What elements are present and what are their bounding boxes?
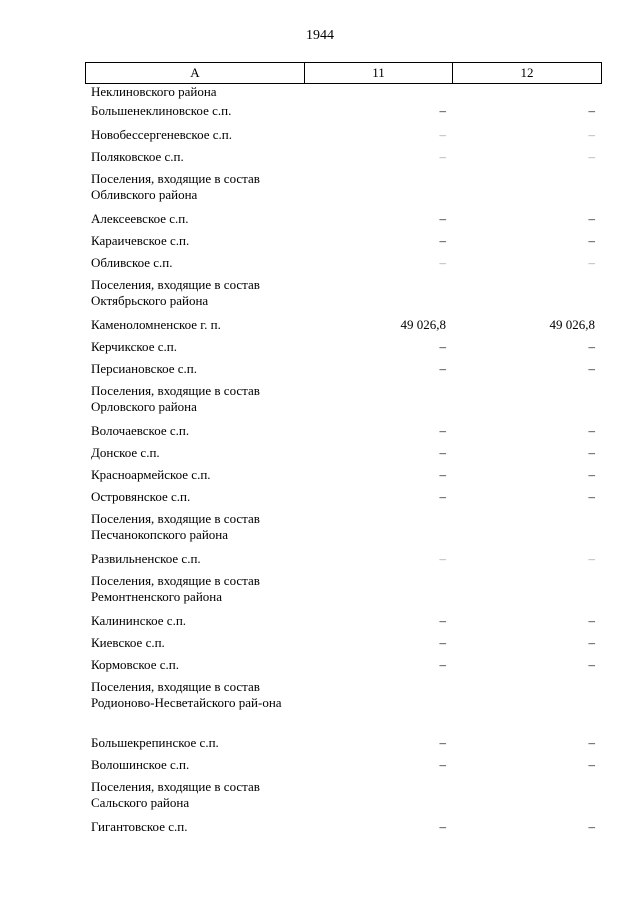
table-row bbox=[85, 336, 601, 358]
row-value-12: – bbox=[588, 233, 595, 248]
table-row bbox=[85, 420, 601, 442]
table-row bbox=[85, 84, 601, 100]
row-name: Поселения, входящие в состав Родионово-Несветайского рай-она bbox=[91, 679, 282, 710]
row-name: Гигантовское с.п. bbox=[91, 819, 188, 834]
row-value-11: – bbox=[439, 233, 446, 248]
row-name: Донское с.п. bbox=[91, 445, 160, 460]
row-value-12 bbox=[452, 776, 601, 779]
row-name: Развильненское с.п. bbox=[91, 551, 201, 566]
row-value-11: – bbox=[439, 735, 446, 750]
row-value-12: – bbox=[588, 757, 595, 772]
row-value-11: 49 026,8 bbox=[400, 317, 446, 332]
row-value-11: – bbox=[439, 551, 446, 566]
table-row bbox=[85, 754, 601, 776]
row-value-12 bbox=[452, 168, 601, 171]
row-name: Неклиновского района bbox=[91, 84, 217, 99]
row-value-11: – bbox=[439, 423, 446, 438]
row-value-12: 49 026,8 bbox=[549, 317, 595, 332]
row-value-11: – bbox=[439, 149, 446, 164]
row-value-12: – bbox=[588, 361, 595, 376]
row-name: Алексеевское с.п. bbox=[91, 211, 189, 226]
row-value-11 bbox=[304, 380, 452, 383]
table-row bbox=[85, 548, 601, 570]
table-row bbox=[85, 230, 601, 252]
row-value-12: – bbox=[588, 613, 595, 628]
row-value-12 bbox=[452, 274, 601, 277]
row-value-11: – bbox=[439, 361, 446, 376]
row-value-11 bbox=[304, 84, 452, 87]
row-value-12 bbox=[452, 508, 601, 511]
row-value-12: – bbox=[588, 635, 595, 650]
row-name: Каменоломненское г. п. bbox=[91, 317, 221, 332]
table-row bbox=[85, 274, 601, 314]
row-value-11: – bbox=[439, 467, 446, 482]
row-name: Керчикское с.п. bbox=[91, 339, 177, 354]
table-row bbox=[85, 632, 601, 654]
row-name: Поселения, входящие в состав Обливского района bbox=[91, 171, 260, 202]
row-value-12 bbox=[452, 570, 601, 573]
row-value-11 bbox=[304, 676, 452, 679]
row-name: Поселения, входящие в состав Октябрьского района bbox=[91, 277, 260, 308]
table-header bbox=[85, 62, 602, 84]
row-value-11 bbox=[304, 508, 452, 511]
table-row bbox=[85, 464, 601, 486]
row-value-12: – bbox=[588, 445, 595, 460]
row-name: Поселения, входящие в состав Орловского района bbox=[91, 383, 260, 414]
row-value-11: – bbox=[439, 657, 446, 672]
table-row bbox=[85, 816, 601, 838]
table-row bbox=[85, 314, 601, 336]
row-name: Киевское с.п. bbox=[91, 635, 165, 650]
table-row bbox=[85, 168, 601, 208]
table-row bbox=[85, 610, 601, 632]
row-value-12: – bbox=[588, 423, 595, 438]
row-value-11: – bbox=[439, 339, 446, 354]
row-name: Островянское с.п. bbox=[91, 489, 191, 504]
row-name: Кормовское с.п. bbox=[91, 657, 179, 672]
table-row bbox=[85, 380, 601, 420]
table-row bbox=[85, 486, 601, 508]
table-row bbox=[85, 732, 601, 754]
row-value-12 bbox=[452, 676, 601, 679]
header-col-11: 11 bbox=[305, 63, 453, 84]
row-value-11: – bbox=[439, 489, 446, 504]
header-col-12: 12 bbox=[453, 63, 602, 84]
row-value-11 bbox=[304, 168, 452, 171]
row-value-11: – bbox=[439, 211, 446, 226]
table-row bbox=[85, 358, 601, 380]
row-name: Красноармейское с.п. bbox=[91, 467, 211, 482]
row-name: Поселения, входящие в состав Песчанокопского района bbox=[91, 511, 260, 542]
table-row bbox=[85, 124, 601, 146]
row-name: Калининское с.п. bbox=[91, 613, 187, 628]
row-name: Новобессергеневское с.п. bbox=[91, 127, 232, 142]
row-value-11: – bbox=[439, 613, 446, 628]
table-row bbox=[85, 208, 601, 230]
row-name: Волочаевское с.п. bbox=[91, 423, 190, 438]
row-name: Персиановское с.п. bbox=[91, 361, 198, 376]
row-value-11: – bbox=[439, 103, 446, 118]
row-value-11: – bbox=[439, 255, 446, 270]
table-row bbox=[85, 654, 601, 676]
row-value-11 bbox=[304, 570, 452, 573]
page-number: 1944 bbox=[306, 28, 334, 43]
table-row bbox=[85, 676, 601, 732]
table-row bbox=[85, 146, 601, 168]
row-value-11 bbox=[304, 274, 452, 277]
row-value-11: – bbox=[439, 635, 446, 650]
row-value-11 bbox=[304, 776, 452, 779]
row-value-12: – bbox=[588, 551, 595, 566]
row-value-12: – bbox=[588, 211, 595, 226]
header-col-a: А bbox=[86, 63, 305, 84]
row-value-12: – bbox=[588, 735, 595, 750]
row-value-12 bbox=[452, 84, 601, 87]
table-row bbox=[85, 100, 601, 124]
row-name: Обливское с.п. bbox=[91, 255, 173, 270]
table-row bbox=[85, 442, 601, 464]
row-name: Большекрепинское с.п. bbox=[91, 735, 219, 750]
table-row bbox=[85, 776, 601, 816]
row-name: Волошинское с.п. bbox=[91, 757, 190, 772]
row-value-12: – bbox=[588, 467, 595, 482]
row-value-12: – bbox=[588, 127, 595, 142]
table-row bbox=[85, 252, 601, 274]
row-name: Поляковское с.п. bbox=[91, 149, 184, 164]
row-value-12: – bbox=[588, 149, 595, 164]
table-body bbox=[85, 84, 601, 838]
row-name: Большенеклиновское с.п. bbox=[91, 103, 232, 118]
table-row bbox=[85, 570, 601, 610]
row-value-12: – bbox=[588, 819, 595, 834]
row-name: Поселения, входящие в состав Сальского района bbox=[91, 779, 260, 810]
row-value-11: – bbox=[439, 757, 446, 772]
table-row bbox=[85, 508, 601, 548]
row-value-12: – bbox=[588, 489, 595, 504]
row-value-12: – bbox=[588, 255, 595, 270]
row-value-11: – bbox=[439, 819, 446, 834]
row-value-12: – bbox=[588, 103, 595, 118]
row-name: Караичевское с.п. bbox=[91, 233, 190, 248]
row-value-12 bbox=[452, 380, 601, 383]
row-value-12: – bbox=[588, 657, 595, 672]
row-value-12: – bbox=[588, 339, 595, 354]
row-value-11: – bbox=[439, 127, 446, 142]
row-value-11: – bbox=[439, 445, 446, 460]
row-name: Поселения, входящие в состав Ремонтненского района bbox=[91, 573, 260, 604]
